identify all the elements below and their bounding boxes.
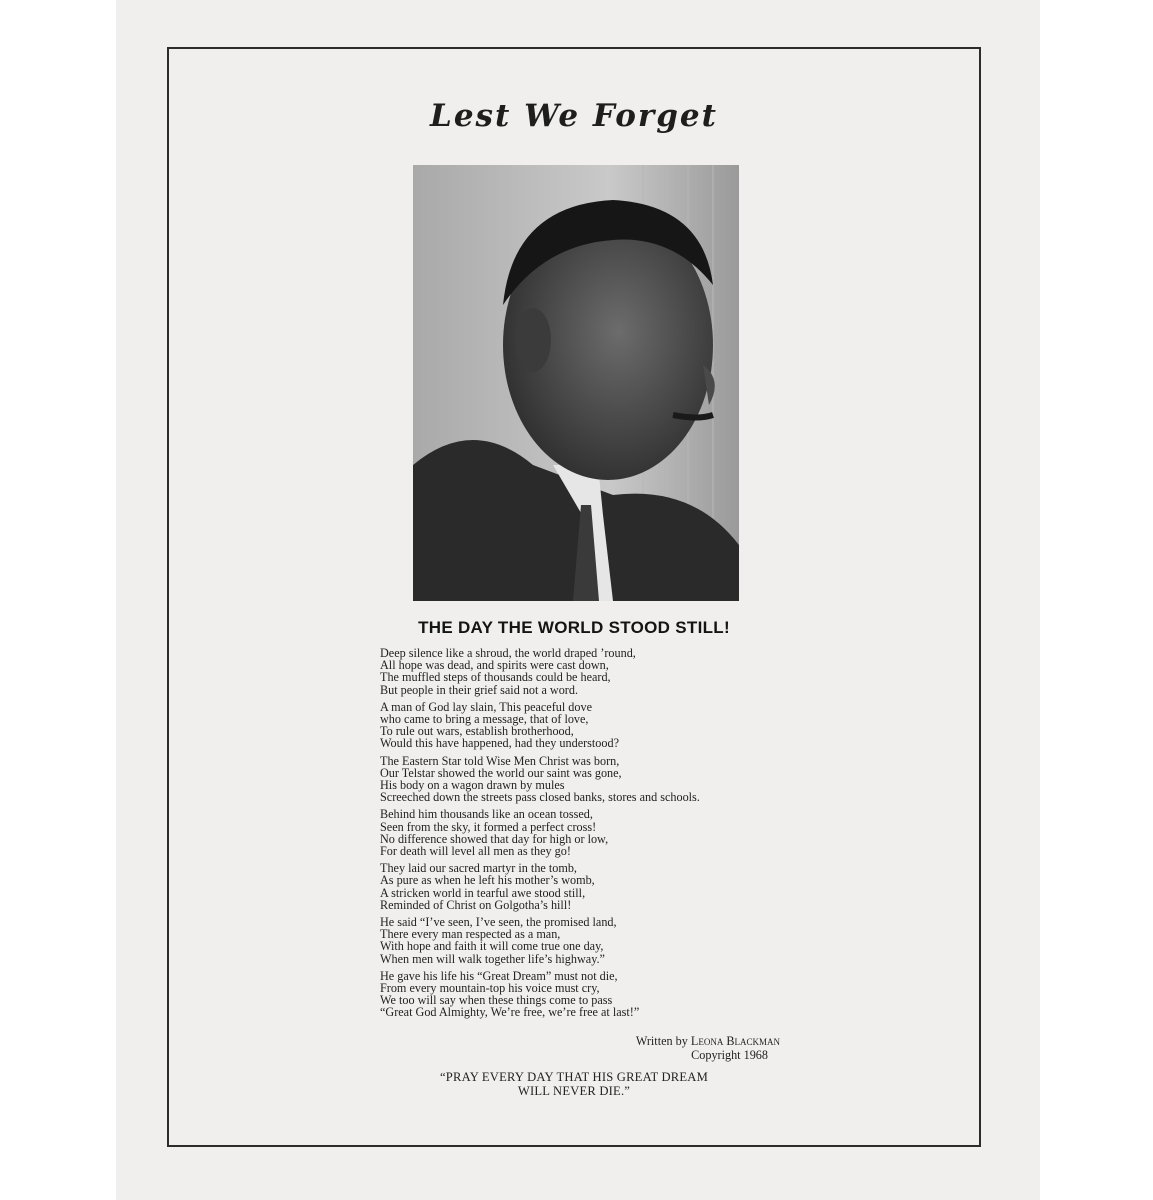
portrait-image — [413, 165, 739, 601]
stanza — [380, 916, 800, 965]
poem-line: No difference showed that day for high or low, — [380, 831, 609, 846]
poem-line: His body on a wagon drawn by mules — [380, 778, 565, 793]
poem-line: Reminded of Christ on Golgotha’s hill! — [380, 897, 572, 912]
poem-line: We too will say when these things come to pass — [380, 993, 613, 1008]
stanza — [380, 808, 800, 857]
author-name: Leona Blackman — [690, 1034, 780, 1048]
poem-line: Behind him thousands like an ocean tossed, — [380, 807, 593, 822]
poem-line: To rule out wars, establish brotherhood, — [380, 724, 574, 739]
closing-quote-line-2: WILL NEVER DIE.” — [517, 1084, 631, 1098]
poem-line: Our Telstar showed the world our saint was gone, — [380, 765, 622, 780]
page-title: Lest We Forget — [430, 98, 718, 134]
poem-line: As pure as when he left his mother’s womb, — [380, 873, 595, 888]
poem-line: All hope was dead, and spirits were cast down, — [380, 658, 609, 673]
poem-line: But people in their grief said not a word. — [380, 682, 578, 697]
poem-line: He gave his life his “Great Dream” must not die, — [380, 968, 618, 983]
poem-line: From every mountain-top his voice must cry, — [380, 981, 600, 996]
closing-quote-line-1: “PRAY EVERY DAY THAT HIS GREAT DREAM — [440, 1070, 708, 1084]
poem-line: He said “I’ve seen, I’ve seen, the promised land, — [380, 915, 617, 930]
poem-line: Deep silence like a shroud, the world draped ’round, — [380, 646, 636, 660]
poem-line: who came to bring a message, that of love, — [380, 712, 589, 727]
poem-line: A stricken world in tearful awe stood still, — [380, 885, 586, 900]
portrait-photo — [413, 165, 739, 601]
poem-line: They laid our sacred martyr in the tomb, — [380, 861, 577, 876]
poem-title: THE DAY THE WORLD STOOD STILL! — [418, 618, 730, 637]
poem-line: When men will walk together life’s highway.” — [380, 951, 605, 966]
author-credit — [560, 1034, 780, 1062]
stanza — [380, 647, 800, 696]
stanza — [380, 701, 800, 750]
poem-line: Would this have happened, had they understood? — [380, 736, 619, 751]
stanza — [380, 862, 800, 911]
poem-line: A man of God lay slain, This peaceful dove — [380, 699, 592, 714]
poem-line: There every man respected as a man, — [380, 927, 561, 942]
poem-line: “Great God Almighty, We’re free, we’re free at last!” — [380, 1005, 640, 1020]
poem-line: Seen from the sky, it formed a perfect cross! — [380, 819, 597, 834]
poem-line: The muffled steps of thousands could be heard, — [380, 670, 611, 685]
poem-body — [380, 647, 800, 1024]
poem-line: With hope and faith it will come true one day, — [380, 939, 604, 954]
poem-line: Screeched down the streets pass closed banks, stores and schools. — [380, 790, 700, 805]
closing-quote — [167, 1070, 981, 1098]
stanza — [380, 970, 800, 1019]
copyright-line: Copyright 1968 — [691, 1048, 768, 1062]
poem-line: The Eastern Star told Wise Men Christ was born, — [380, 753, 620, 768]
stanza — [380, 755, 800, 804]
written-by-label: Written by — [635, 1034, 688, 1048]
poem-line: For death will level all men as they go! — [380, 844, 571, 859]
